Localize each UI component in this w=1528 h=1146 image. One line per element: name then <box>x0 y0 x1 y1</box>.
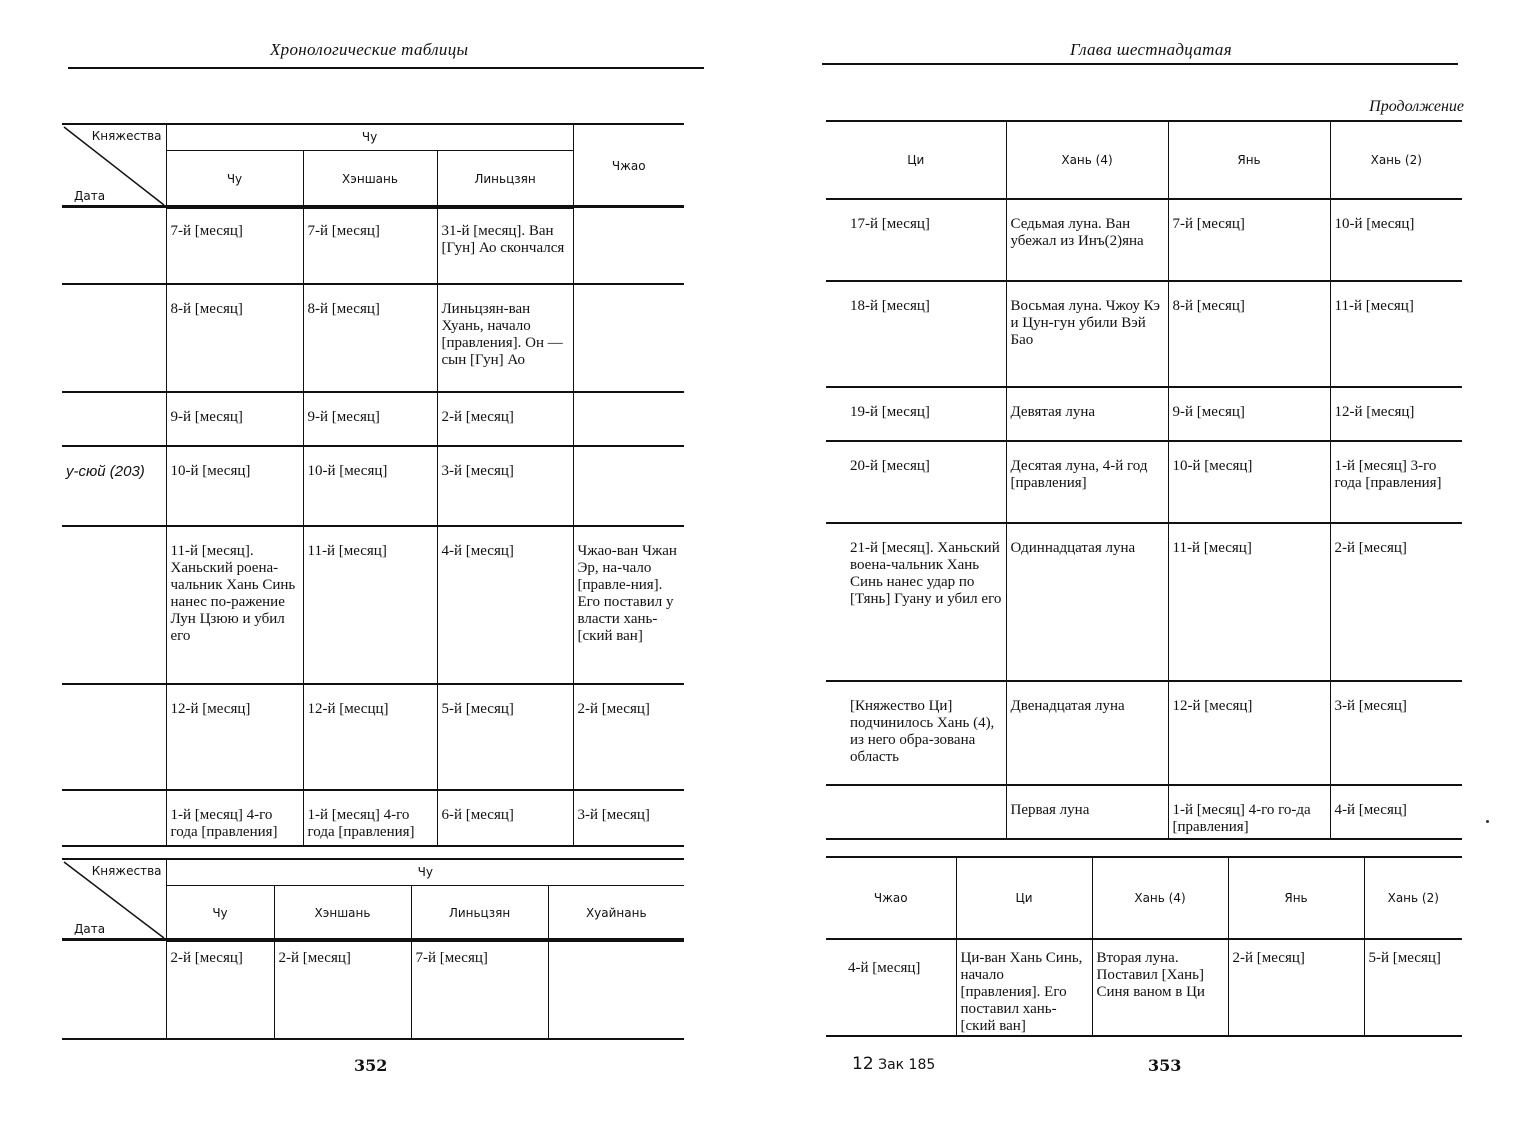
table-cell: 12-й [месцц] <box>303 684 437 790</box>
table-cell: 11-й [месяц]. Ханьский роена-чальник Хань Синь нанес по-ражение Лун Цзюю и убил его <box>166 526 303 684</box>
column-header: Хань (2) <box>1330 121 1462 199</box>
table-cell: 10-й [месяц] <box>303 446 437 526</box>
table-cell: Двенадцатая луна <box>1006 681 1168 785</box>
table-row <box>62 790 684 846</box>
table-row <box>62 939 684 1039</box>
column-header: Хуайнань <box>548 885 684 940</box>
table-cell: 31-й [месяц]. Ван [Гун] Ао скончался <box>437 206 573 284</box>
table-cell: 19-й [месяц] <box>826 387 1006 441</box>
running-head: Глава шестнадцатая <box>1070 40 1232 59</box>
table-cell <box>573 284 684 392</box>
table-cell: 1-й [месяц] 3-го года [правления] <box>1330 441 1462 523</box>
table-cell: 7-й [месяц] <box>303 206 437 284</box>
table-cell: Чжао-ван Чжан Эр, на-чало [правле-ния]. Его поставил у власти хань-[ский ван] <box>573 526 684 684</box>
table-cell: 9-й [месяц] <box>1168 387 1330 441</box>
table-row <box>62 526 684 684</box>
table-cell: Одиннадцатая луна <box>1006 523 1168 681</box>
table-cell: 20-й [месяц] <box>826 441 1006 523</box>
table-cell: 4-й [месяц] <box>1330 785 1462 839</box>
head-rule <box>822 63 1458 65</box>
table-cell <box>826 785 1006 839</box>
group-header-chu: Чу <box>166 124 573 150</box>
right-page <box>764 0 1528 1146</box>
table-cell: 2-й [месяц] <box>1228 939 1364 1036</box>
column-header: Ци <box>956 857 1092 939</box>
table-row <box>62 392 684 446</box>
table1-body <box>826 198 1462 840</box>
print-mark-number: 12 <box>852 1054 874 1074</box>
table-cell: 3-й [месяц] <box>573 790 684 846</box>
table-cell: Первая луна <box>1006 785 1168 839</box>
print-mark <box>852 1054 935 1074</box>
table-row <box>62 284 684 392</box>
table-cell: 21-й [месяц]. Ханьский воена-чальник Хань Синь нанес удар по [Тянь] Гуану и убил его <box>826 523 1006 681</box>
table-cell: 1-й [месяц] 4-го года [правления] <box>166 790 303 846</box>
table-cell: 11-й [месяц] <box>1330 281 1462 387</box>
date-cell <box>62 790 166 846</box>
table-cell <box>573 206 684 284</box>
speck <box>1486 820 1489 823</box>
print-mark-text: Зак 185 <box>878 1057 936 1073</box>
column-header: Чу <box>166 150 303 207</box>
date-cell <box>62 526 166 684</box>
table-cell: Линьцзян-ван Хуань, начало [правления]. Он — сын [Гун] Ао <box>437 284 573 392</box>
table-cell <box>548 939 684 1039</box>
table-row <box>826 681 1462 785</box>
running-head: Хронологические таблицы <box>270 40 469 59</box>
corner-cell <box>62 124 166 208</box>
table-row <box>826 523 1462 681</box>
column-header: Хэншань <box>303 150 437 207</box>
table-cell: 1-й [месяц] 4-го го-да [правления] <box>1168 785 1330 839</box>
corner-cell <box>62 859 166 941</box>
table2-header <box>826 856 1462 940</box>
table-cell: Вторая луна. Поставил [Хань] Синя ваном в Ци <box>1092 939 1228 1036</box>
date-cell <box>62 284 166 392</box>
corner-label-principalities: Княжества <box>91 129 162 143</box>
table-cell: 9-й [месяц] <box>303 392 437 446</box>
table-cell: Ци-ван Хань Синь, начало [правления]. Его поставил хань-[ский ван] <box>956 939 1092 1036</box>
table-cell: 2-й [месяц] <box>1330 523 1462 681</box>
table-cell: [Княжество Ци] подчинилось Хань (4), из него обра-зована область <box>826 681 1006 785</box>
date-cell <box>62 392 166 446</box>
table-cell <box>573 446 684 526</box>
table2-body <box>826 938 1462 1037</box>
column-header: Чу <box>166 885 274 940</box>
table-cell: 5-й [месяц] <box>437 684 573 790</box>
table2-header <box>62 858 684 942</box>
table-row <box>826 785 1462 839</box>
table-cell: 4-й [месяц] <box>826 939 956 1036</box>
column-header: Янь <box>1228 857 1364 939</box>
table-cell: 8-й [месяц] <box>303 284 437 392</box>
table-cell: 3-й [месяц] <box>437 446 573 526</box>
table-cell: 2-й [месяц] <box>166 939 274 1039</box>
table-cell: 18-й [месяц] <box>826 281 1006 387</box>
table-row <box>62 206 684 284</box>
table-cell: Восьмая луна. Чжоу Кэ и Цун-гун убили Вэй Бао <box>1006 281 1168 387</box>
table-cell: 5-й [месяц] <box>1364 939 1462 1036</box>
corner-label-principalities: Княжества <box>91 864 162 878</box>
date-cell <box>62 206 166 284</box>
table-cell: 3-й [месяц] <box>1330 681 1462 785</box>
column-header: Линьцзян <box>411 885 548 940</box>
column-header: Хань (2) <box>1364 857 1462 939</box>
table-cell <box>573 392 684 446</box>
column-header: Хань (4) <box>1092 857 1228 939</box>
continued-label: Продолжение <box>1369 98 1464 115</box>
date-cell <box>62 684 166 790</box>
table-cell: 4-й [месяц] <box>437 526 573 684</box>
table-cell: 8-й [месяц] <box>1168 281 1330 387</box>
table-cell: 11-й [месяц] <box>1168 523 1330 681</box>
column-header: Хань (4) <box>1006 121 1168 199</box>
corner-label-date: Дата <box>74 189 106 203</box>
table-cell: 8-й [месяц] <box>166 284 303 392</box>
table-cell: 12-й [месяц] <box>1330 387 1462 441</box>
date-cell <box>62 939 166 1039</box>
table-cell: Девятая луна <box>1006 387 1168 441</box>
column-header: Чжао <box>826 857 956 939</box>
page-number: 352 <box>354 1056 388 1075</box>
table1-header <box>62 123 684 209</box>
page-number: 353 <box>1148 1056 1182 1075</box>
table1-body <box>62 205 684 847</box>
table-cell: 12-й [месяц] <box>1168 681 1330 785</box>
table1-header <box>826 120 1462 200</box>
table-cell: 11-й [месяц] <box>303 526 437 684</box>
column-header: Линьцзян <box>437 150 573 207</box>
table-cell: 17-й [месяц] <box>826 199 1006 281</box>
table2-body <box>62 938 684 1040</box>
column-header: Янь <box>1168 121 1330 199</box>
table-cell: 10-й [месяц] <box>1330 199 1462 281</box>
head-rule <box>68 67 704 69</box>
table-cell: Седьмая луна. Ван убежал из Инъ(2)яна <box>1006 199 1168 281</box>
table-cell: 1-й [месяц] 4-го года [правления] <box>303 790 437 846</box>
group-header-chu: Чу <box>166 859 684 885</box>
table-cell: 10-й [месяц] <box>1168 441 1330 523</box>
table-row <box>62 446 684 526</box>
table-cell: 12-й [месяц] <box>166 684 303 790</box>
table-row <box>826 939 1462 1036</box>
table-cell: 7-й [месяц] <box>166 206 303 284</box>
date-cell-year: у-сюй (203) <box>62 446 166 526</box>
table-cell: 2-й [месяц] <box>274 939 411 1039</box>
table-cell: 7-й [месяц] <box>411 939 548 1039</box>
table-cell: 7-й [месяц] <box>1168 199 1330 281</box>
table-row <box>826 281 1462 387</box>
column-header-zhao: Чжао <box>573 124 684 208</box>
table-row <box>826 199 1462 281</box>
table-cell: Десятая луна, 4-й год [правления] <box>1006 441 1168 523</box>
table-cell: 2-й [месяц] <box>573 684 684 790</box>
table-cell: 6-й [месяц] <box>437 790 573 846</box>
table-row <box>826 387 1462 441</box>
column-header: Ци <box>826 121 1006 199</box>
table-row <box>62 684 684 790</box>
corner-label-date: Дата <box>74 922 106 936</box>
table-row <box>826 441 1462 523</box>
table-cell: 10-й [месяц] <box>166 446 303 526</box>
table-cell: 2-й [месяц] <box>437 392 573 446</box>
column-header: Хэншань <box>274 885 411 940</box>
table-cell: 9-й [месяц] <box>166 392 303 446</box>
